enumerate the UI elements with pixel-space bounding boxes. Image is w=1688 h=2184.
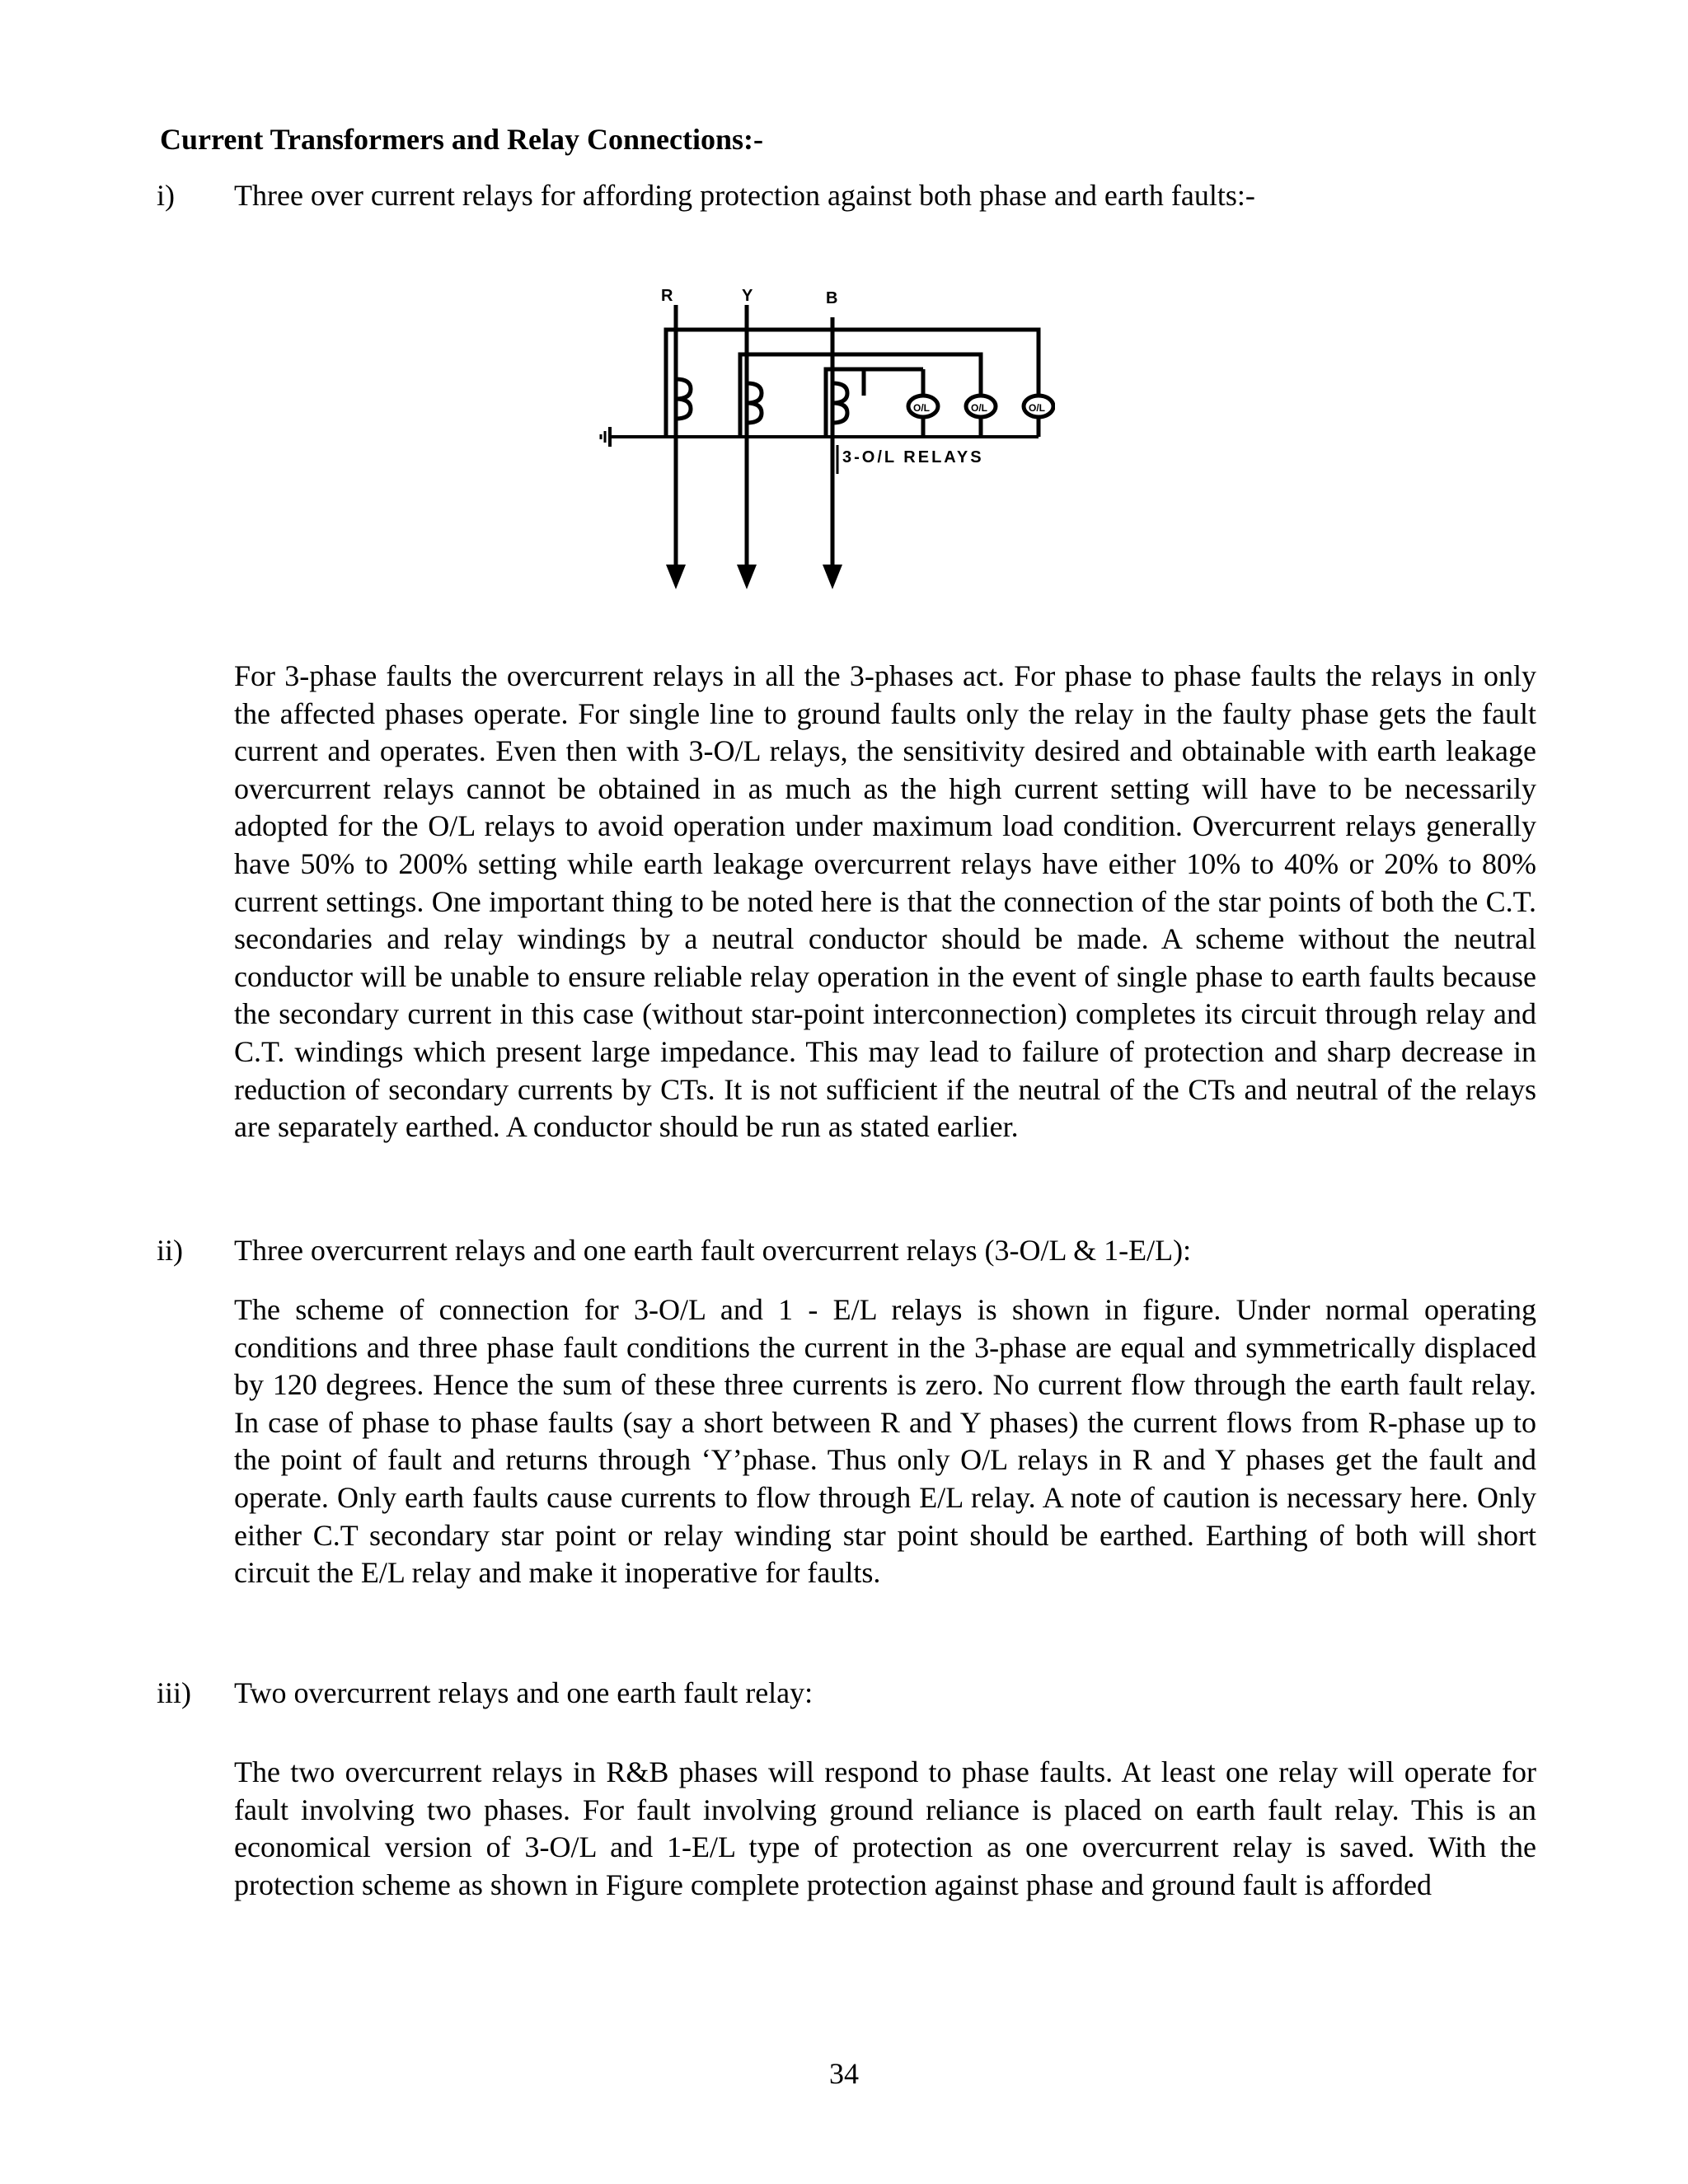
section-heading: Current Transformers and Relay Connections:- <box>160 123 763 156</box>
paragraph-iii: The two overcurrent relays in R&B phases will respond to phase faults. At least one relay will operate for fault involving two phases. For fault involving ground reliance is placed on earth fault relay. This is an economical version of 3-O/L and 1-E/L type of protection as one overcurrent relay is saved. With the protection scheme as shown in Figure complete protection against phase and ground fault is afforded <box>234 1755 1536 1901</box>
item-number-i: i) <box>157 179 175 212</box>
arrow-y <box>737 565 757 589</box>
arrow-b <box>823 565 842 589</box>
ct-r-symbol <box>676 379 691 419</box>
ct-relay-schematic <box>593 280 1055 602</box>
phase-label-y: Y <box>742 287 753 305</box>
diagram-caption: 3-O/L RELAYS <box>842 448 984 466</box>
relay-1-label: O/L <box>913 402 930 414</box>
ct-y-symbol <box>747 383 762 423</box>
item-number-ii: ii) <box>157 1234 183 1267</box>
item-title-iii: Two overcurrent relays and one earth fault relay: <box>234 1676 814 1709</box>
phase-label-b: B <box>826 289 838 307</box>
ct-b-symbol <box>832 383 847 423</box>
secondary-lead-y <box>740 354 981 433</box>
relay-connection-diagram <box>593 280 1055 602</box>
relay-2-label: O/L <box>971 402 987 414</box>
page-number: 34 <box>829 2057 859 2090</box>
arrow-r <box>666 565 686 589</box>
item-title-ii: Three overcurrent relays and one earth fault overcurrent relays (3-O/L & 1-E/L): <box>234 1234 1192 1267</box>
paragraph-ii: The scheme of connection for 3-O/L and 1 - E/L relays is shown in figure. Under normal operating conditions and three phase fault conditions the current in the 3-phase are equal and symmetrically displaced by 120 degrees. Hence the sum of these three currents is zero. No current flow through the earth fault relay. In case of phase to phase faults (say a short between R and Y phases) the current flows from R-phase up to the point of fault and returns through ‘Y’phase. Thus only O/L relays in R and Y phases get the fault and operate. Only earth faults cause currents to flow through E/L relay. A note of caution is necessary here. Only either C.T secondary star point or relay winding star point should be earthed. Earthing of both will short circuit the E/L relay and make it inoperative for faults. <box>234 1293 1536 1590</box>
item-number-iii: iii) <box>157 1676 191 1709</box>
item-title-i: Three over current relays for affording protection against both phase and earth faults:- <box>234 179 1255 212</box>
relay-3-label: O/L <box>1029 402 1045 414</box>
phase-label-r: R <box>661 287 673 305</box>
paragraph-i: For 3-phase faults the overcurrent relays in all the 3-phases act. For phase to phase faults the relays in only the affected phases operate. For single line to ground faults only the relay in the faulty phase gets the fault current and operates. Even then with 3-O/L relays, the sensitivity desired and obtainable with earth leakage overcurrent relays cannot be obtained in as much as the high current setting will have to be necessarily adopted for the O/L relays to avoid operation under maximum load condition. Overcurrent relays generally have 50% to 200% setting while earth leakage overcurrent relays have either 10% to 40% or 20% to 80% current settings. One important thing to be noted here is that the connection of the star points of both the C.T. secondaries and relay windings by a neutral conductor should be made. A scheme without the neutral conductor will be unable to ensure reliable relay operation in the event of single phase to earth faults because the secondary current in this case (without star-point interconnection) completes its circuit through relay and C.T. windings which present large impedance. This may lead to failure of protection and sharp decrease in reduction of secondary currents by CTs. It is not sufficient if the neutral of the CTs and neutral of the relays are separately earthed. A conductor should be run as stated earlier. <box>234 659 1536 1144</box>
